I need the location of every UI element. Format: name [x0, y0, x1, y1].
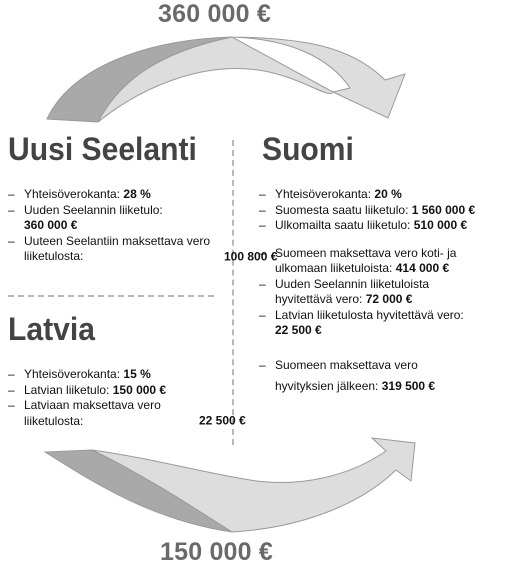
- fact-label: Suomeen maksettava vero hyvityksien jälkeen:: [275, 357, 418, 393]
- country-title-new-zealand: Uusi Seelanti: [8, 131, 197, 167]
- fact-value: 28 %: [123, 187, 151, 201]
- country-title-finland: Suomi: [262, 131, 354, 167]
- new-zealand-facts: [8, 187, 277, 265]
- fact-value: 22 500 €: [199, 413, 246, 428]
- fact-label: Uuden Seelannin liiketulo:: [24, 202, 163, 217]
- fact-value: 319 500 €: [381, 378, 436, 393]
- arrow-bottom-lv-to-fi: [45, 438, 415, 532]
- horizontal-divider: [8, 295, 214, 297]
- list-item: [8, 398, 246, 429]
- list-item: [8, 367, 246, 383]
- fact-value: 15 %: [123, 367, 151, 381]
- fact-label: Yhteisöverokanta:: [24, 367, 124, 381]
- list-item: [259, 308, 465, 339]
- fact-value: 100 800 €: [224, 249, 278, 263]
- latvia-facts: [8, 367, 246, 429]
- list-item: [8, 383, 246, 399]
- fact-label: Yhteisöverokanta:: [24, 187, 124, 201]
- arrow-top-nz-to-fi: [47, 37, 405, 122]
- fact-value: 414 000 €: [395, 261, 450, 275]
- flow-amount-top: 360 000 €: [158, 0, 272, 28]
- fact-value: 20 %: [374, 187, 402, 201]
- list-item: [259, 203, 490, 219]
- fact-value: 510 000 €: [413, 218, 468, 232]
- fact-label: Suomeen maksettava vero koti- ja ulkomaan liiketuloista:: [275, 245, 457, 275]
- list-item: [8, 234, 277, 265]
- finland-facts: [259, 187, 490, 397]
- fact-label: Latviaan maksettava vero liiketulosta:: [24, 398, 161, 428]
- fact-value: 150 000 €: [112, 382, 167, 397]
- list-item: [259, 355, 475, 397]
- list-item: [259, 246, 490, 277]
- fact-label: Yhteisöverokanta:: [275, 187, 375, 201]
- fact-value: 72 000 €: [365, 292, 413, 306]
- fact-label: Latvian liiketulo:: [24, 382, 113, 397]
- fact-label: Uuteen Seelantiin maksettava vero liiketulosta:: [24, 233, 211, 263]
- fact-value: 22 500 €: [275, 323, 322, 337]
- fact-value: 360 000 €: [24, 218, 78, 232]
- list-item: [259, 187, 490, 203]
- fact-value: 1 560 000 €: [411, 202, 476, 217]
- fact-label: Uuden Seelannin liiketuloista hyvitettävä vero:: [275, 276, 430, 306]
- fact-label: Latvian liiketulosta hyvitettävä vero:: [275, 307, 464, 322]
- flow-amount-bottom: 150 000 €: [160, 538, 274, 566]
- fact-label: Suomesta saatu liiketulo:: [275, 202, 412, 217]
- country-title-latvia: Latvia: [8, 311, 95, 347]
- list-item: [259, 218, 490, 234]
- list-item: [8, 203, 277, 234]
- list-item: [8, 187, 277, 203]
- list-item: [259, 277, 475, 308]
- fact-label: Ulkomailta saatu liiketulo:: [275, 218, 414, 232]
